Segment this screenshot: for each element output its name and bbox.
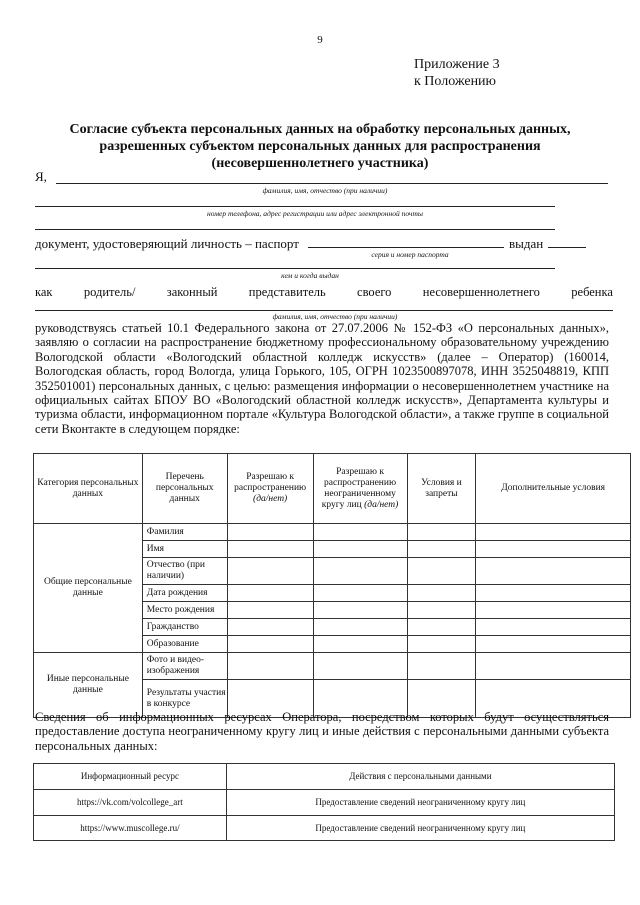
passport-field-line[interactable] <box>308 247 504 248</box>
extra-cell[interactable] <box>476 541 631 558</box>
allow-cell[interactable] <box>227 541 313 558</box>
parent-statement <box>35 285 613 300</box>
conditions-cell[interactable] <box>407 653 476 680</box>
extra-cell[interactable] <box>476 653 631 680</box>
table-header-row <box>34 454 631 524</box>
row-label: Образование <box>142 636 227 653</box>
extra-cell[interactable] <box>476 619 631 636</box>
row-label: Гражданство <box>142 619 227 636</box>
header-resource: Информационный ресурс <box>34 764 227 790</box>
document-title <box>40 121 600 172</box>
parent-word: несовершеннолетнего <box>422 285 540 299</box>
header-list: Перечень персональных данных <box>142 454 227 524</box>
row-label: Имя <box>142 541 227 558</box>
passport-caption: серия и номер паспорта <box>371 250 449 259</box>
resources-header-row <box>34 764 615 790</box>
allow-unlimited-cell[interactable] <box>313 585 407 602</box>
parent-word: родитель/ <box>83 285 136 299</box>
table-row <box>34 790 615 816</box>
contacts-caption: номер телефона, адрес регистрации или адрес электронной почты <box>207 209 423 218</box>
allow-cell[interactable] <box>227 636 313 653</box>
header-conditions: Условия и запреты <box>407 454 476 524</box>
conditions-cell[interactable] <box>407 636 476 653</box>
extra-cell[interactable] <box>476 585 631 602</box>
resource-link[interactable]: https://www.muscollege.ru/ <box>34 816 227 841</box>
resources-paragraph: Сведения об информационных ресурсах Оператора, посредством которых будут осуществляться предоставление доступа неограниченному кругу лиц и иные действия с персональными данными субъекта персональных данных: <box>35 710 609 753</box>
child-fio-caption: фамилия, имя, отчество (при наличии) <box>272 312 398 321</box>
personal-data-table <box>33 453 631 718</box>
table-row <box>34 816 615 841</box>
allow-unlimited-cell[interactable] <box>313 653 407 680</box>
issued-label: выдан <box>509 236 544 251</box>
child-fio-field-line[interactable] <box>35 310 613 311</box>
group-general-cell: Общие персональные данные <box>34 524 143 653</box>
parent-word: представитель <box>248 285 326 299</box>
consent-paragraph: руководствуясь статьей 10.1 Федерального закона от 27.07.2006 № 152-ФЗ «О персональных данных», заявляю о согласии на распространение бюджетному профессиональному образовательному учреждению Вологодской области «Вологодский областной колледж искусств» (далее – Оператор) (160014, Вологодская область, город Вологда, улица Горького, 105, ОГРН 1023500897078, ИНН 3525048819, КПП 352501001) персональных данных, с целью: размещения информации о несовершеннолетнем участнике на официальных сайтах БПОУ ВО «Вологодский областной колледж искусств», Департамента культуры и туризма области, информационном портале «Культура Вологодской области», а также группе в социальной сети Вконтакте в следующем порядке: <box>35 321 609 436</box>
issued-by-field-line[interactable] <box>35 268 555 269</box>
conditions-cell[interactable] <box>407 541 476 558</box>
allow-unlimited-cell[interactable] <box>313 636 407 653</box>
conditions-cell[interactable] <box>407 602 476 619</box>
parent-word: законный <box>166 285 218 299</box>
page-number: 9 <box>317 34 323 46</box>
header-allow-text: Разрешаю к распространению <box>234 472 307 493</box>
allow-unlimited-cell[interactable] <box>313 602 407 619</box>
row-label: Фамилия <box>142 524 227 541</box>
resource-action: Предоставление сведений неограниченному кругу лиц <box>226 790 614 816</box>
extra-cell[interactable] <box>476 524 631 541</box>
document-label: документ, удостоверяющий личность – паспорт <box>35 236 299 251</box>
header-allow-unlimited-text: Разрешаю к распространению неограниченному кругу лиц <box>321 466 397 510</box>
header-allow-hint: (да/нет) <box>253 494 288 504</box>
allow-cell[interactable] <box>227 653 313 680</box>
allow-unlimited-cell[interactable] <box>313 524 407 541</box>
allow-cell[interactable] <box>227 558 313 585</box>
row-label: Фото и видео-изображения <box>142 653 227 680</box>
conditions-cell[interactable] <box>407 524 476 541</box>
header-allow-unlimited <box>313 454 407 524</box>
title-line-3: (несовершеннолетнего участника) <box>211 156 429 171</box>
allow-cell[interactable] <box>227 602 313 619</box>
ya-label: Я, <box>35 169 47 184</box>
extra-cell[interactable] <box>476 602 631 619</box>
conditions-cell[interactable] <box>407 619 476 636</box>
allow-cell[interactable] <box>227 585 313 602</box>
appendix-line-1: Приложение 3 <box>414 57 500 72</box>
contacts-field-line[interactable] <box>35 206 555 207</box>
header-category: Категория персональных данных <box>34 454 143 524</box>
allow-unlimited-cell[interactable] <box>313 558 407 585</box>
header-actions: Действия с персональными данными <box>226 764 614 790</box>
contacts-field-line-2[interactable] <box>35 229 555 230</box>
fio-field-line[interactable] <box>56 183 608 184</box>
resources-table <box>33 763 615 841</box>
conditions-cell[interactable] <box>407 585 476 602</box>
allow-unlimited-cell[interactable] <box>313 541 407 558</box>
allow-cell[interactable] <box>227 524 313 541</box>
parent-word: своего <box>357 285 392 299</box>
table-row <box>34 524 631 541</box>
extra-cell[interactable] <box>476 636 631 653</box>
parent-word: как <box>35 285 53 299</box>
parent-word: ребенка <box>571 285 613 299</box>
resource-link[interactable]: https://vk.com/volcollege_art <box>34 790 227 816</box>
conditions-cell[interactable] <box>407 558 476 585</box>
allow-unlimited-cell[interactable] <box>313 619 407 636</box>
row-label: Результаты участия в конкурсе <box>142 680 227 718</box>
title-line-2: разрешенных субъектом персональных данных для распространения <box>99 139 541 154</box>
title-line-1: Согласие субъекта персональных данных на обработку персональных данных, <box>69 122 571 137</box>
header-allow <box>227 454 313 524</box>
appendix-line-2: к Положению <box>414 74 497 89</box>
row-label: Место рождения <box>142 602 227 619</box>
issued-field-line[interactable] <box>548 247 586 248</box>
issued-by-caption: кем и когда выдан <box>281 271 339 280</box>
header-extra: Дополнительные условия <box>476 454 631 524</box>
table-row <box>34 653 631 680</box>
fio-caption: фамилия, имя, отчество (при наличии) <box>262 186 388 195</box>
extra-cell[interactable] <box>476 558 631 585</box>
row-label: Отчество (при наличии) <box>142 558 227 585</box>
resource-action: Предоставление сведений неограниченному кругу лиц <box>226 816 614 841</box>
row-label: Дата рождения <box>142 585 227 602</box>
allow-cell[interactable] <box>227 619 313 636</box>
header-allow-unlimited-hint: (да/нет) <box>364 499 399 510</box>
group-other-cell: Иные персональные данные <box>34 653 143 718</box>
appendix-label <box>414 56 500 90</box>
